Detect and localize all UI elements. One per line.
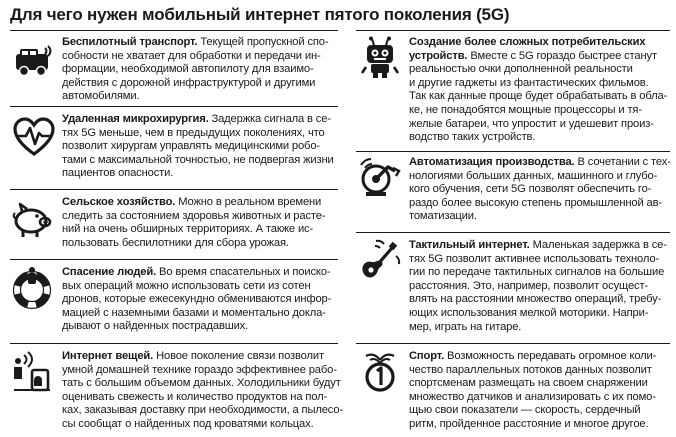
iot-devices-icon (10, 350, 54, 394)
factory-robot-arm-icon (358, 155, 402, 199)
divider (356, 151, 670, 152)
item-heading: Создание более сложных потребительских (409, 36, 646, 48)
pig-icon (10, 197, 54, 241)
divider (356, 232, 670, 233)
robot-icon (358, 35, 402, 79)
item-heading: Интернет вещей. (62, 350, 154, 362)
item-heading: Удаленная микрохирургия. (62, 113, 209, 125)
divider (356, 343, 670, 344)
divider (356, 30, 670, 31)
divider (10, 30, 338, 31)
sport-medal-icon (358, 350, 402, 394)
item-heading: Сельское хозяйство. (62, 196, 176, 208)
page-title: Для чего нужен мобильный интернет пятого поколения (5G) (10, 5, 510, 24)
item-heading: Беспилотный транспорт. (62, 36, 198, 48)
guitar-signal-icon (358, 238, 402, 282)
divider (10, 189, 338, 190)
divider (10, 259, 338, 260)
item-heading: Автоматизация производства. (409, 156, 575, 168)
item-heading: Спорт. (409, 350, 445, 362)
divider (10, 343, 338, 344)
lifebuoy-icon (10, 266, 54, 310)
divider (10, 106, 338, 107)
heart-pulse-icon (12, 116, 56, 160)
item-heading: Спасение людей. (62, 266, 157, 278)
autonomous-car-icon (12, 38, 56, 82)
item-heading: Тактильный интернет. (409, 239, 530, 251)
